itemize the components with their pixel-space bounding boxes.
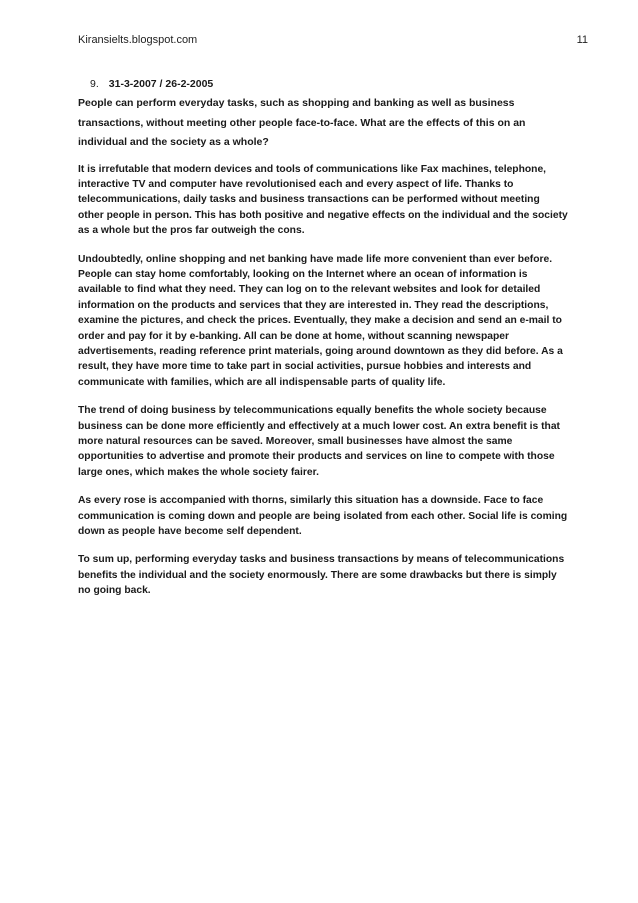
essay-paragraph-intro: It is irrefutable that modern devices and tools of communications like Fax machines, telephone, interactive TV and computer have revolutionised each and every aspect of life. Thanks to telecommunications, daily tasks and business transactions can be performed without meeting other people in person. This has both positive and negative effects on the individual and the society as a whole but the pros far outweigh the cons. xyxy=(78,163,568,237)
essay-paragraph-individual: Undoubtedly, online shopping and net banking have made life more convenient than ever before. People can stay home comfortably, looking on the Internet where an ocean of information is available to find what they need. They can log on to the relevant websites and look for detailed information on the products and services that they are interested in. They read the descriptions, examine the pictures, and check the prices. Eventually, they make a decision and send an e-mail to order and pay for it by e-banking. All can be done at home, without scanning newspaper advertisements, reading reference print materials, going around downtown as they did before. As a result, they have more time to take part in social activities, pursue hobbies and interests and communicate with families, which are all indispensable parts of quality life. xyxy=(78,253,563,388)
essay-paragraph-downside: As every rose is accompanied with thorns, similarly this situation has a downside. Face to face communication is coming down and people are being isolated from each other. Social life is coming down as people have become self dependent. xyxy=(78,495,568,538)
question-prompt: People can perform everyday tasks, such as shopping and banking as well as business transactions, without meeting other people face-to-face. What are the effects of this on an individual and the society as a whole? xyxy=(78,97,526,148)
question-dates: 31-3-2007 / 26-2-2005 xyxy=(108,78,214,90)
question-number: 9. xyxy=(90,78,99,90)
document-body xyxy=(78,77,568,612)
page-number: 11 xyxy=(576,34,588,46)
site-name: Kiransielts.blogspot.com xyxy=(78,34,198,46)
essay-paragraph-conclusion: To sum up, performing everyday tasks and business transactions by means of telecommunications benefits the individual and the society enormously. There are some drawbacks but there is simply no going back. xyxy=(78,554,565,597)
question-heading xyxy=(90,77,568,94)
essay-paragraph-society: The trend of doing business by telecommunications equally benefits the whole society because business can be done more efficiently and effectively at a much lower cost. An extra benefit is that more natural resources can be saved. Moreover, small businesses have almost the same opportunities to advertise and promote their products and services on line to compete with those large ones, which makes the whole society fairer. xyxy=(78,405,560,478)
page-header xyxy=(78,34,588,50)
